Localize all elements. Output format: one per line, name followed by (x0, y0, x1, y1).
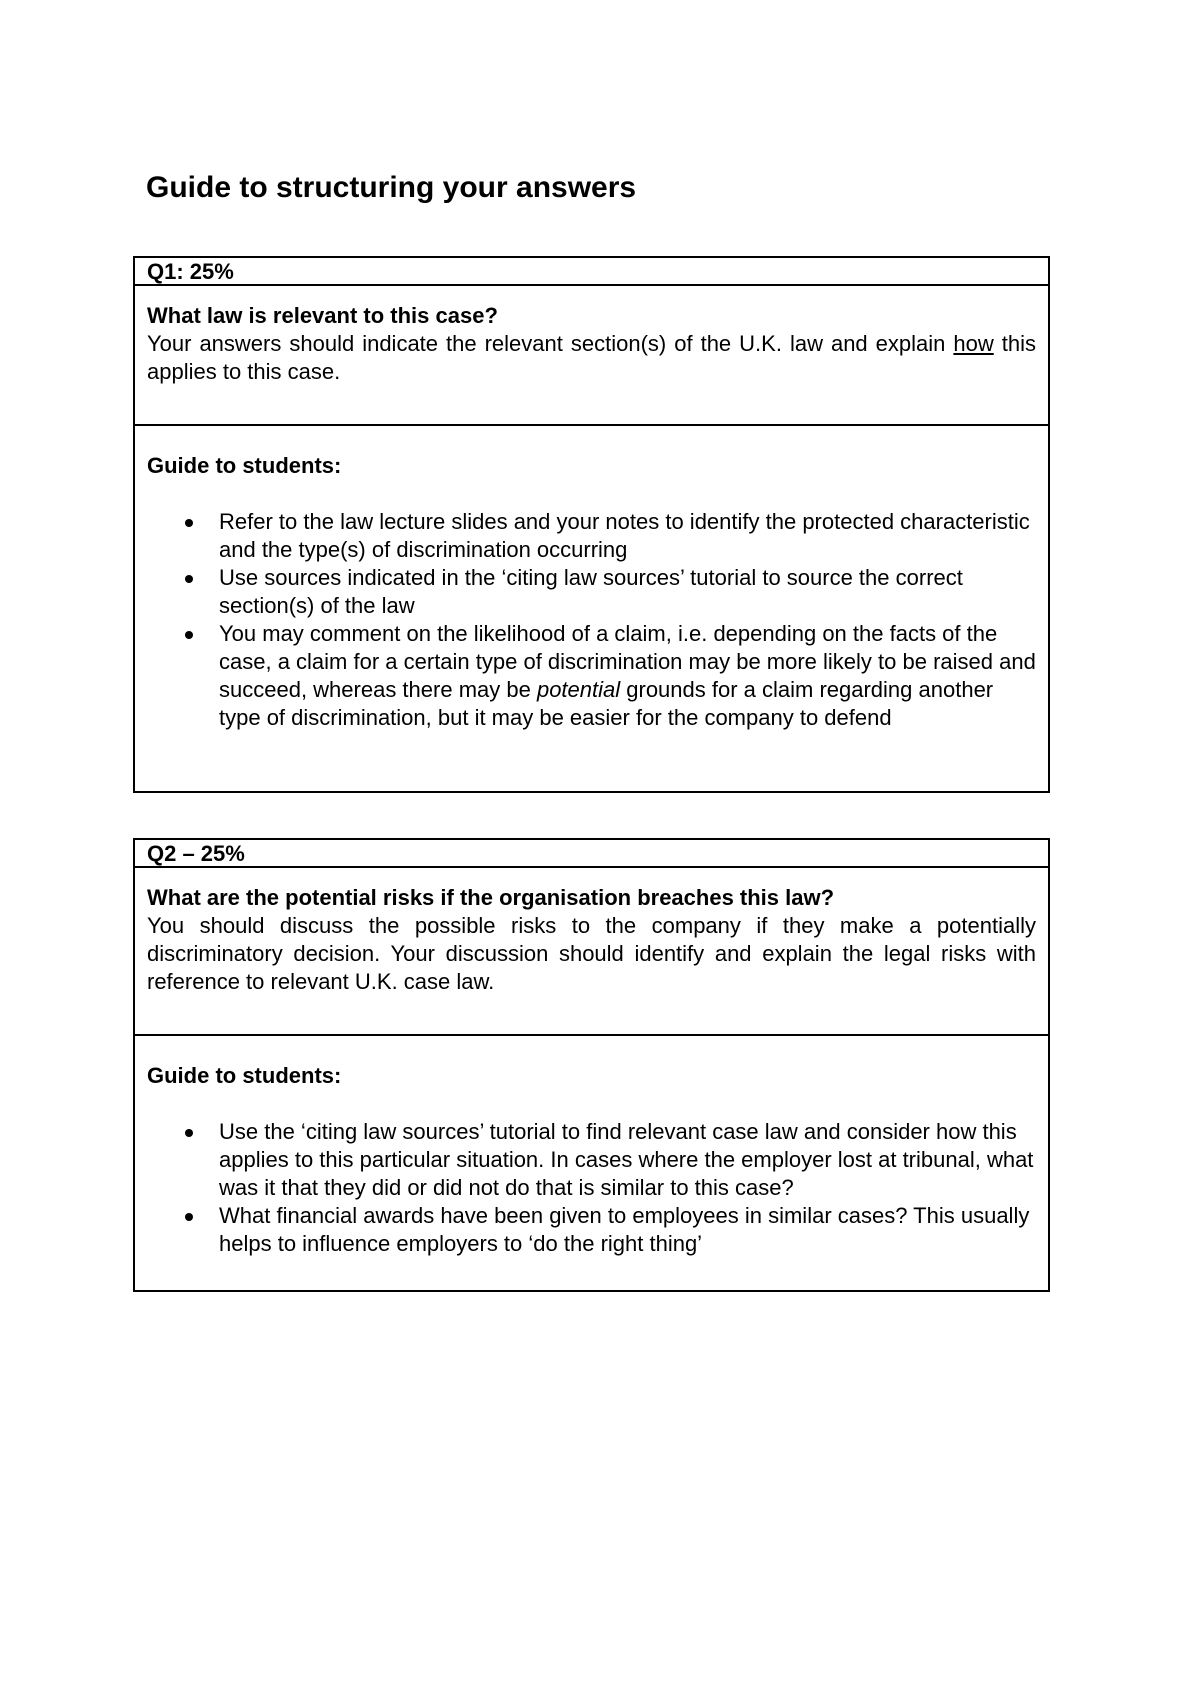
question-2-bullet-list (147, 1118, 1036, 1258)
question-1-bullet-list (147, 508, 1036, 732)
bullet-text: Use the ‘citing law sources’ tutorial to find relevant case law and consider how this applies to this particular situation. In cases where the employer lost at tribunal, what was it that they did or did not do that is similar to this case? (219, 1119, 1034, 1200)
bullet-icon (185, 519, 193, 527)
bullet-text-part2: grounds for a claim regarding another type of discrimination, but it may be easier for the company to defend (219, 677, 994, 730)
question-1-description-part1: Your answers should indicate the relevant section(s) of the U.K. law and explain (147, 331, 954, 356)
bullet-icon (185, 631, 193, 639)
question-2-text: What are the potential risks if the organisation breaches this law? (147, 885, 835, 910)
question-2-header: Q2 – 25% (135, 840, 1048, 868)
bullet-text: What financial awards have been given to employees in similar cases? This usually helps to influence employers to ‘do the right thing’ (219, 1203, 1030, 1256)
bullet-text: Refer to the law lecture slides and your notes to identify the protected characteristic and the type(s) of discrimination occurring (219, 509, 1030, 562)
list-item (147, 564, 1036, 620)
bullet-text-part1: You may comment on the likelihood of a claim, i.e. depending on the facts of the case, a claim for a certain type of discrimination may be more likely to be raised and succeed, whereas there may be (219, 621, 1036, 702)
bullet-text-italic: potential (536, 677, 621, 702)
question-2-prompt (135, 868, 1048, 1036)
bullet-icon (185, 575, 193, 583)
question-1-guide-heading: Guide to students: (147, 453, 342, 478)
question-1-description-part2: this applies to this case. (147, 331, 1036, 384)
bullet-text: Use sources indicated in the ‘citing law sources’ tutorial to source the correct section(s) of the law (219, 565, 963, 618)
bullet-icon (185, 1213, 193, 1221)
list-item (147, 1202, 1036, 1258)
list-item (147, 508, 1036, 564)
list-item (147, 1118, 1036, 1202)
question-1-description (147, 330, 1036, 386)
question-2-description: You should discuss the possible risks to the company if they make a potentially discriminatory decision. Your discussion should identify and explain the legal risks with reference to relevant U.K. case law. (147, 913, 1036, 994)
question-1-guide (135, 426, 1048, 732)
question-1-header: Q1: 25% (135, 258, 1048, 286)
question-1-box (133, 256, 1050, 793)
question-2-guide-heading: Guide to students: (147, 1063, 342, 1088)
question-2-box (133, 838, 1050, 1292)
bullet-icon (185, 1129, 193, 1137)
question-2-guide (135, 1036, 1048, 1258)
list-item (147, 620, 1036, 732)
question-1-prompt (135, 286, 1048, 426)
page-title: Guide to structuring your answers (146, 171, 637, 204)
question-1-description-underlined: how (953, 331, 994, 356)
question-1-text: What law is relevant to this case? (147, 303, 498, 328)
